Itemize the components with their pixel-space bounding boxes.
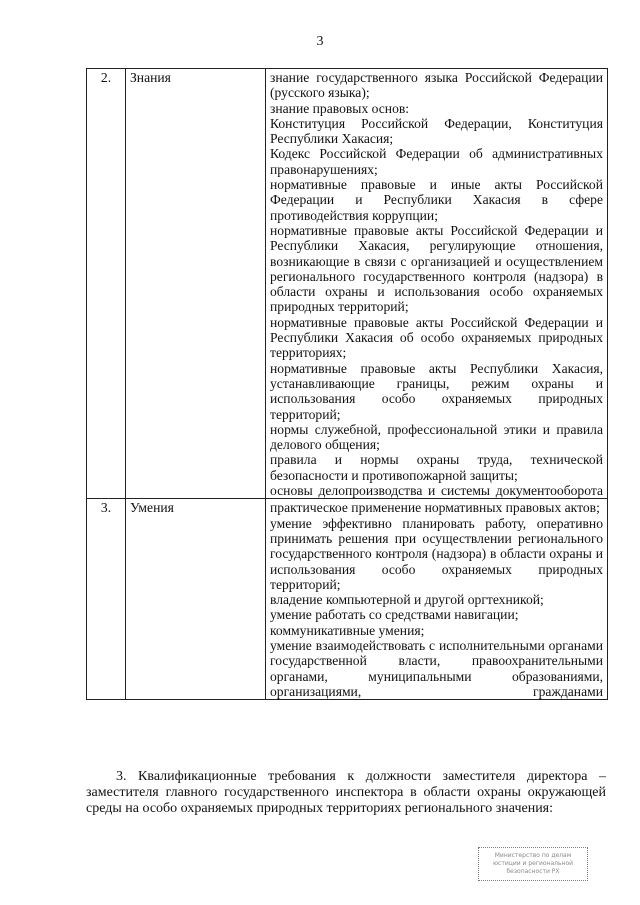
table-row	[87, 499, 608, 700]
list-item: знание государственного языка Российской Федерации (русского языка);	[270, 70, 603, 101]
registration-stamp	[478, 847, 588, 881]
list-item: нормативные правовые акты Российской Федерации и Республики Хакасия об особо охраняемых природных территориях;	[270, 314, 603, 361]
qualification-paragraph: 3. Квалификационные требования к должности заместителя директора – заместителя главного государственного инспектора в области охраны окружающей среды на особо охраняемых природных территориях регионального значения:	[86, 769, 606, 816]
row-category: Умения	[126, 499, 266, 700]
list-item: нормативные правовые и иные акты Российской Федерации и Республики Хакасия в сфере противодействия коррупции;	[270, 177, 603, 223]
row-category: Знания	[126, 69, 266, 499]
table-row	[87, 69, 608, 499]
row-number: 2.	[87, 69, 126, 499]
row-items	[266, 499, 608, 700]
list-item: практическое применение нормативных правовых актов;	[270, 500, 600, 516]
row-number: 3.	[87, 499, 126, 700]
list-item: умение эффективно планировать работу, оперативно принимать решения при осуществлении регионального государственного контроля (надзора) в области охраны и использования особо охраняемых природных территорий;	[270, 515, 603, 592]
list-item: правила и нормы охраны труда, технической безопасности и противопожарной защиты;	[270, 452, 603, 483]
list-item: нормативные правовые акты Российской Федерации и Республики Хакасия, регулирующие отношения, возникающие в связи с организацией и осуществлением регионального государственного контроля (надзора) в области охраны и использования особо охраняемых природных территорий;	[270, 222, 603, 315]
stamp-line: юстиции и региональной	[492, 860, 574, 867]
list-item: нормы служебной, профессиональной этики и правила делового общения;	[270, 421, 603, 453]
list-item: умение взаимодействовать с исполнительными органами государственной власти, правоохранительными органами, муниципальными образованиями, организациями, гражданами	[270, 637, 603, 699]
list-item: Кодекс Российской Федерации об административных правонарушениях;	[270, 146, 603, 177]
list-item: владение компьютерной и другой оргтехникой;	[270, 592, 544, 608]
list-item: знание правовых основ:	[270, 100, 410, 116]
stamp-line: безопасности РХ	[506, 868, 560, 875]
page-number: 3	[316, 34, 324, 49]
row-items	[266, 69, 608, 499]
list-item: нормативные правовые акты Республики Хакасия, устанавливающие границы, режим охраны и использования особо охраняемых природных территорий;	[270, 360, 603, 422]
qualification-table	[86, 68, 608, 700]
list-item: умение работать со средствами навигации;	[270, 607, 519, 623]
list-item: коммуникативные умения;	[270, 622, 425, 638]
list-item: Конституция Российской Федерации, Конституция Республики Хакасия;	[270, 115, 603, 147]
list-item: основы делопроизводства и системы документооборота	[270, 483, 603, 499]
stamp-line: Министерство по делам	[494, 852, 572, 859]
